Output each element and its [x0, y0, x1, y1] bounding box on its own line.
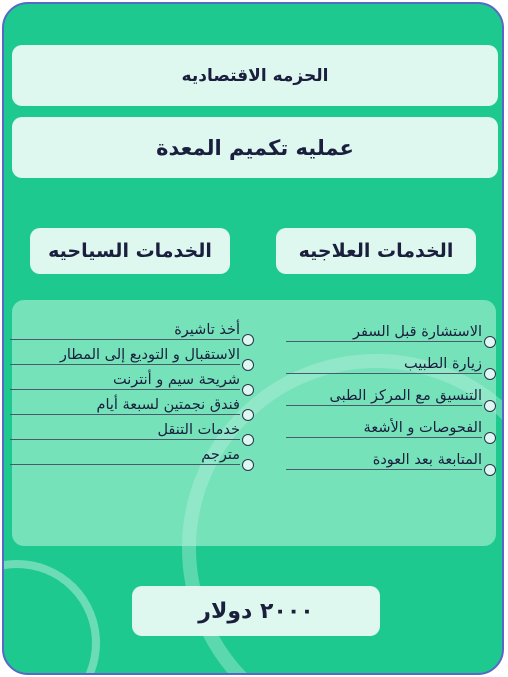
service-item: [286, 388, 482, 406]
service-item: [10, 422, 240, 440]
service-item: [286, 324, 482, 342]
circle-bullet-icon: [242, 384, 254, 396]
medical-services-header: الخدمات العلاجيه: [276, 228, 476, 274]
service-item: [10, 322, 240, 340]
package-label: الحزمه الاقتصاديه: [12, 45, 498, 106]
service-item-label: التنسيق مع المركز الطبى: [329, 388, 482, 404]
service-item-label: المتابعة بعد العودة: [372, 452, 482, 468]
medical-services-list: [286, 324, 482, 484]
service-item-label: شريحة سيم و أنترنت: [112, 372, 240, 388]
service-item: [286, 356, 482, 374]
service-item-label: زيارة الطبيب: [404, 356, 482, 372]
decorative-ring-small: [2, 560, 100, 675]
service-item: [10, 397, 240, 415]
circle-bullet-icon: [242, 459, 254, 471]
circle-bullet-icon: [484, 368, 496, 380]
tourism-services-list: [10, 322, 240, 472]
service-item: [10, 447, 240, 465]
circle-bullet-icon: [484, 464, 496, 476]
service-item: [286, 420, 482, 438]
package-card: [2, 2, 504, 675]
service-item-label: مترجم: [201, 447, 240, 463]
service-item: [10, 347, 240, 365]
service-item-label: الفحوصات و الأشعة: [363, 420, 482, 436]
price-label: ٢٠٠٠ دولار: [132, 586, 380, 636]
circle-bullet-icon: [484, 400, 496, 412]
operation-title: عمليه تكميم المعدة: [12, 117, 498, 178]
service-item-label: الاستقبال و التوديع إلى المطار: [59, 347, 240, 363]
service-item-label: خدمات التنقل: [157, 422, 240, 438]
circle-bullet-icon: [484, 336, 496, 348]
tourism-services-header: الخدمات السياحيه: [30, 228, 230, 274]
circle-bullet-icon: [484, 432, 496, 444]
circle-bullet-icon: [242, 409, 254, 421]
service-item-label: أخذ تاشيرة: [174, 322, 240, 338]
service-item-label: الاستشارة قبل السفر: [353, 324, 482, 340]
circle-bullet-icon: [242, 334, 254, 346]
circle-bullet-icon: [242, 359, 254, 371]
service-item: [10, 372, 240, 390]
service-item-label: فندق نجمتين لسبعة أيام: [96, 397, 240, 413]
service-item: [286, 452, 482, 470]
circle-bullet-icon: [242, 434, 254, 446]
